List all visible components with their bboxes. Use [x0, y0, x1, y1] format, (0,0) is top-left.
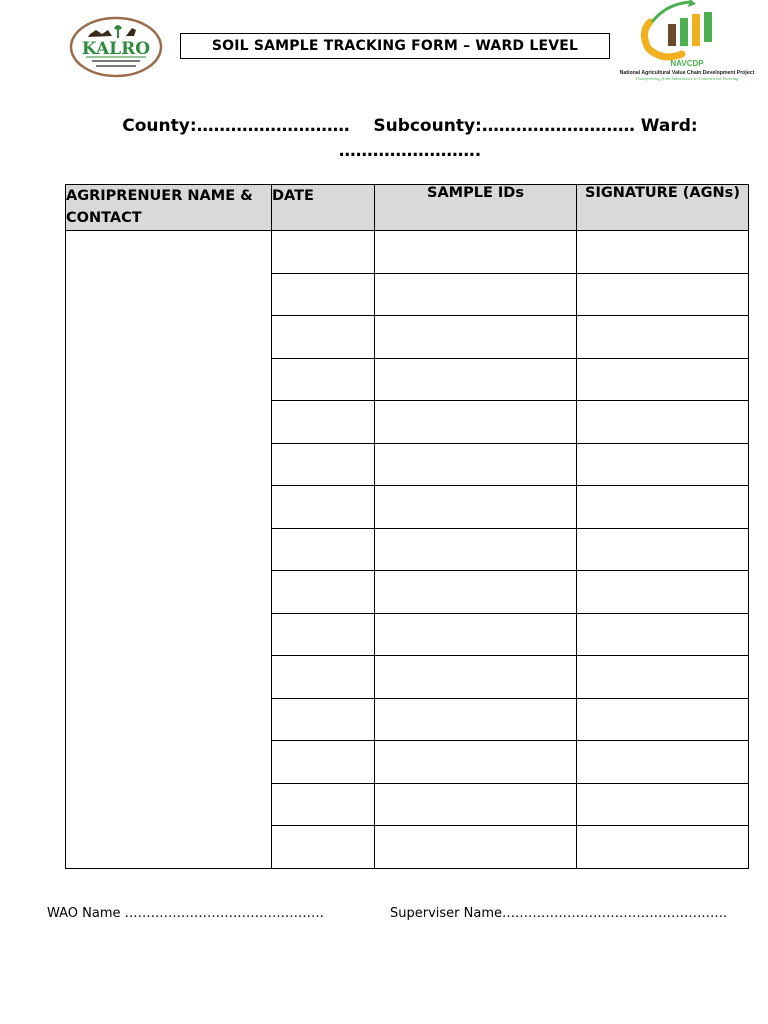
date-cell[interactable]: [272, 741, 375, 784]
date-cell[interactable]: [272, 443, 375, 486]
date-cell[interactable]: [272, 826, 375, 869]
sample-ids-cell[interactable]: [375, 656, 577, 699]
date-cell[interactable]: [272, 571, 375, 614]
navcdp-logo-tagline: Transforming from Subsistence to Commercial Farming: [635, 76, 739, 81]
sample-ids-cell[interactable]: [375, 316, 577, 359]
navcdp-logo-text: NAVCDP: [670, 59, 704, 68]
signature-cell[interactable]: [577, 231, 749, 274]
ward-field[interactable]: …………………….: [338, 141, 482, 161]
signature-cell[interactable]: [577, 613, 749, 656]
date-cell[interactable]: [272, 401, 375, 444]
sample-ids-cell[interactable]: [375, 231, 577, 274]
date-cell[interactable]: [272, 783, 375, 826]
signature-cell[interactable]: [577, 656, 749, 699]
date-cell[interactable]: [272, 316, 375, 359]
county-field[interactable]: County:………………………: [122, 116, 350, 136]
date-cell[interactable]: [272, 358, 375, 401]
ward-label: Ward:: [640, 116, 698, 136]
table-header-row: [66, 185, 749, 231]
signature-cell[interactable]: [577, 443, 749, 486]
sample-ids-cell[interactable]: [375, 358, 577, 401]
kalro-logo: [68, 16, 164, 78]
date-cell[interactable]: [272, 656, 375, 699]
sample-ids-cell[interactable]: [375, 741, 577, 784]
signature-cell[interactable]: [577, 571, 749, 614]
signature-cell[interactable]: [577, 273, 749, 316]
navcdp-logo-subtext: National Agricultural Value Chain Development Project: [619, 70, 755, 76]
sample-ids-cell[interactable]: [375, 401, 577, 444]
table-row: [66, 231, 749, 274]
agripreneur-name-cell[interactable]: [66, 231, 272, 869]
sample-ids-cell[interactable]: [375, 571, 577, 614]
sample-ids-cell[interactable]: [375, 698, 577, 741]
sample-ids-cell[interactable]: [375, 528, 577, 571]
date-cell[interactable]: [272, 273, 375, 316]
sample-ids-cell[interactable]: [375, 783, 577, 826]
date-cell[interactable]: [272, 528, 375, 571]
wao-name-field[interactable]: WAO Name ……………………………………….: [47, 906, 324, 921]
sample-ids-cell[interactable]: [375, 273, 577, 316]
sample-ids-cell[interactable]: [375, 443, 577, 486]
navcdp-logo: [612, 0, 762, 82]
date-cell[interactable]: [272, 231, 375, 274]
column-header-sample-ids: SAMPLE IDs: [375, 185, 577, 231]
column-header-date: DATE: [272, 185, 375, 231]
signature-cell[interactable]: [577, 358, 749, 401]
tracking-table: [65, 184, 749, 869]
date-cell[interactable]: [272, 613, 375, 656]
signature-cell[interactable]: [577, 826, 749, 869]
location-line: [70, 114, 750, 164]
subcounty-field[interactable]: Subcounty:………………………: [373, 116, 635, 136]
signature-cell[interactable]: [577, 401, 749, 444]
column-header-signature: SIGNATURE (AGNs): [577, 185, 749, 231]
signature-cell[interactable]: [577, 698, 749, 741]
column-header-name: AGRIPRENUER NAME & CONTACT: [66, 185, 272, 231]
form-title: SOIL SAMPLE TRACKING FORM – WARD LEVEL: [180, 33, 610, 59]
signature-cell[interactable]: [577, 783, 749, 826]
signature-cell[interactable]: [577, 486, 749, 529]
signature-cell[interactable]: [577, 316, 749, 359]
sample-ids-cell[interactable]: [375, 613, 577, 656]
date-cell[interactable]: [272, 698, 375, 741]
sample-ids-cell[interactable]: [375, 826, 577, 869]
kalro-logo-text: KALRO: [81, 39, 151, 59]
supervisor-name-field[interactable]: Superviser Name…………………………………………….: [390, 906, 728, 921]
signature-cell[interactable]: [577, 528, 749, 571]
signature-cell[interactable]: [577, 741, 749, 784]
sample-ids-cell[interactable]: [375, 486, 577, 529]
date-cell[interactable]: [272, 486, 375, 529]
